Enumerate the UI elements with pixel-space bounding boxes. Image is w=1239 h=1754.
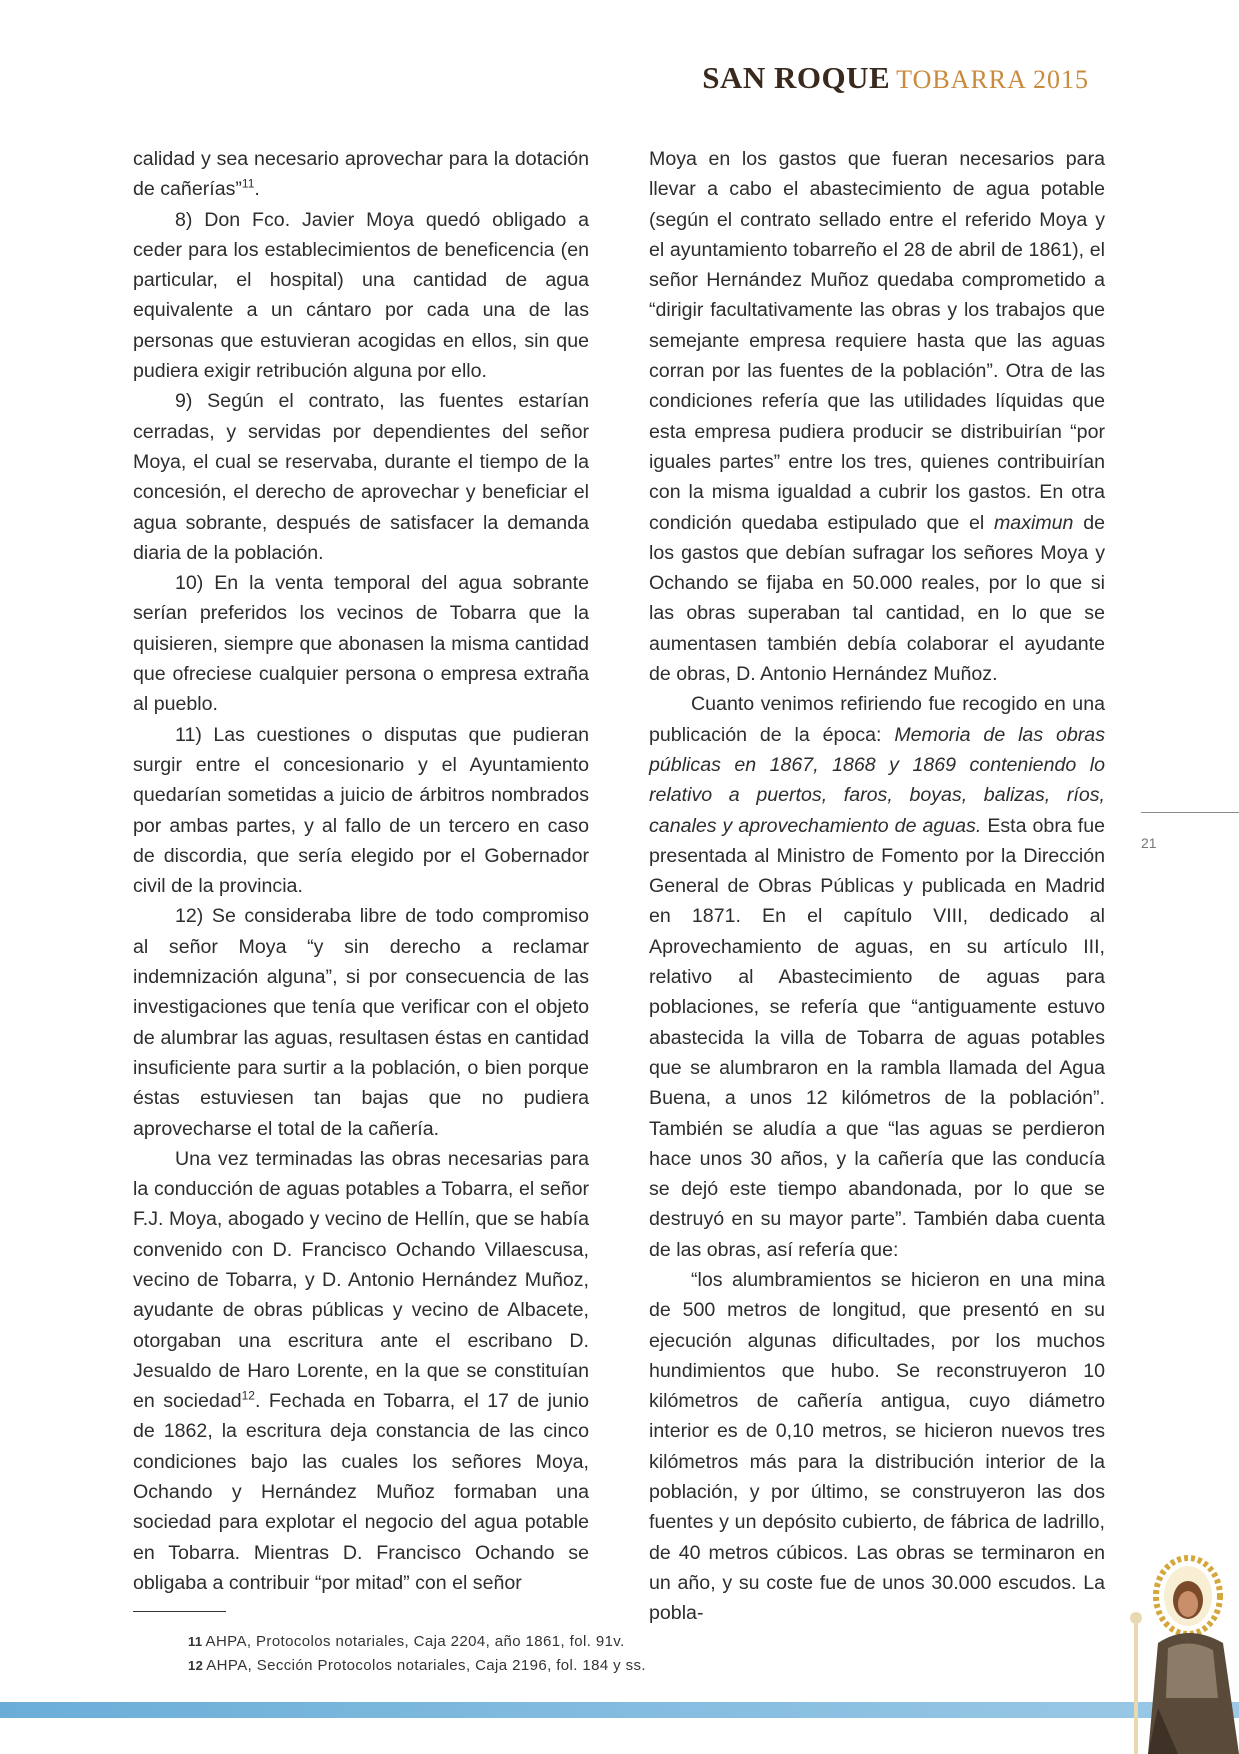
quote-paragraph: “los alumbramientos se hicieron en una mina de 500 metros de longitud, que presentó en su ejecución algunas dificultades, por los muchos hundimientos que hubo. Se reconstruyeron 10 kilómetros de cañería antigua, cuyo diámetro interior es de 0,10 metros, se hicieron nuevos tres kilómetros más para la distribución interior de la población, y por último, se construyeron las dos fuentes y un depósito cubierto, de fábrica de ladrillo, de 40 metros cúbicos. Las obras se terminaron en un año, y su coste fue de unos 30.000 escudos. La pobla- <box>649 1268 1105 1625</box>
header-brand: SAN ROQUE <box>702 60 891 95</box>
margin-rule <box>1141 812 1239 813</box>
paragraph: Una vez terminadas las obras necesarias para la conducción de aguas potables a Tobarra, el señor F.J. Moya, abogado y vecino de Hellín, que se había convenido con D. Francisco Ochando Villaescusa, vecino de Tobarra, y D. Antonio Hernández Muñoz, ayudante de obras públicas y vecino de Albacete, otorgaban una escritura ante el escribano D. Jesualdo de Haro Lorente, en la que se constituían en sociedad$^{12}$. Fechada en Tobarra, el 17 de junio de 1862, la escritura deja constancia de las cinco condiciones bajo las cuales los señores Moya, Ochando y Hernández Muñoz formaban una sociedad para explotar el negocio del agua potable en Tobarra. Mientras D. Francisco Ochando se obligaba a contribuir “por mitad” con el señor <box>133 1147 589 1594</box>
footnotes <box>188 1630 646 1678</box>
paragraph: 9) Según el contrato, las fuentes estarían cerradas, y servidas por dependientes del señor Moya, el cual se reservaba, durante el tiempo de la concesión, el derecho de aprovechar y beneficiar el agua sobrante, después de satisfacer la demanda diaria de la población. <box>133 390 589 564</box>
footnote-divider <box>133 1611 226 1612</box>
paragraph: Cuanto venimos refiriendo fue recogido en una publicación de la época: Memoria de las obras públicas en 1867, 1868 y 1869 conteniendo lo relativo a puertos, faros, boyas, balizas, ríos, canales y aprovechamiento de aguas. Esta obra fue presentada al Ministro de Fomento por la Dirección General de Obras Públicas y publicada en Madrid en 1871. En el capítulo VIII, dedicado al Aprovechamiento de aguas, en su artículo III, relativo al Abastecimiento de aguas para poblaciones, se refería que “antiguamente estuvo abastecida la villa de Tobarra de aguas potables que se alumbraron en la rambla llamada del Agua Buena, a unos 12 kilómetros de la población”. También se aludía a que “las aguas se perdieron hace unos 30 años, y la cañería que las conducía se dejó este tiempo abandonada, por lo que se destruyó en su mayor parte”. También daba cuenta de las obras, así refería que: <box>649 693 1106 1261</box>
page-header <box>702 60 1089 96</box>
paragraph: 8) Don Fco. Javier Moya quedó obligado a ceder para los establecimientos de beneficencia (en particular, el hospital) una cantidad de agua equivalente a un cántaro por cada una de las personas que estuvieran acogidas en ellos, sin que pudiera exigir retribución alguna por ello. <box>133 208 589 383</box>
footnote-ref[interactable]: 11 <box>241 176 255 191</box>
saint-statue-illustration <box>1118 1548 1239 1754</box>
saint-image <box>1118 1548 1239 1754</box>
paragraph: 11) Las cuestiones o disputas que pudieran surgir entre el concesionario y el Ayuntamiento quedarían sometidas a juicio de árbitros nombrados por ambas partes, y al fallo de un tercero en caso de discordia, que sería elegido por el Gobernador civil de la provincia. <box>133 723 589 898</box>
header-subtitle: TOBARRA 2015 <box>896 65 1089 94</box>
footnote: 11 AHPA, Protocolos notariales, Caja 2204, año 1861, fol. 91v. <box>188 1633 625 1650</box>
paragraph: Moya en los gastos que fueran necesarios para llevar a cabo el abastecimiento de agua potable (según el contrato sellado entre el referido Moya y el ayuntamiento tobarreño el 28 de abril de 1861), el señor Hernández Muñoz quedaba comprometido a “dirigir facultativamente las obras y los trabajos que semejante empresa requiere hasta que las aguas corran por las fuentes de la población”. Otra de las condiciones refería que las utilidades líquidas que esta empresa pudiera producir se distribuirían “por iguales partes” entre los tres, quienes contribuirían con la misma igualdad a cubrir los gastos. En otra condición quedaba estipulado que el maximun de los gastos que debían sufragar los señores Moya y Ochando se fijaba en 50.000 reales, por lo que si las obras superaban tal cantidad, en lo que se aumentasen también debía colaborar el ayudante de obras, D. Antonio Hernández Muñoz. <box>649 148 1105 686</box>
bottom-color-bar <box>0 1702 1239 1718</box>
right-column <box>649 144 1105 1629</box>
paragraph: 10) En la venta temporal del agua sobrante serían preferidos los vecinos de Tobarra que la quisieren, siempre que abonasen la misma cantidad que ofreciese cualquier persona o empresa extraña al pueblo. <box>133 572 589 716</box>
paragraph: 12) Se consideraba libre de todo compromiso al señor Moya “y sin derecho a reclamar indemnización alguna”, si por consecuencia de las investigaciones que tenía que verificar con el objeto de alumbrar las aguas, resultasen éstas en cantidad insuficiente para surtir a la población, o bien porque éstas estuviesen tan bajas que no pudiera aprovecharse el total de la cañería. <box>133 905 589 1140</box>
footnote-ref[interactable]: 12 <box>241 1388 255 1403</box>
footnote: 12 AHPA, Sección Protocolos notariales, Caja 2196, fol. 184 y ss. <box>188 1657 647 1674</box>
paragraph: calidad y sea necesario aprovechar para la dotación de cañerías”$^{11}$. <box>133 148 589 201</box>
page-number: 21 <box>1141 835 1157 851</box>
left-column <box>133 144 589 1598</box>
